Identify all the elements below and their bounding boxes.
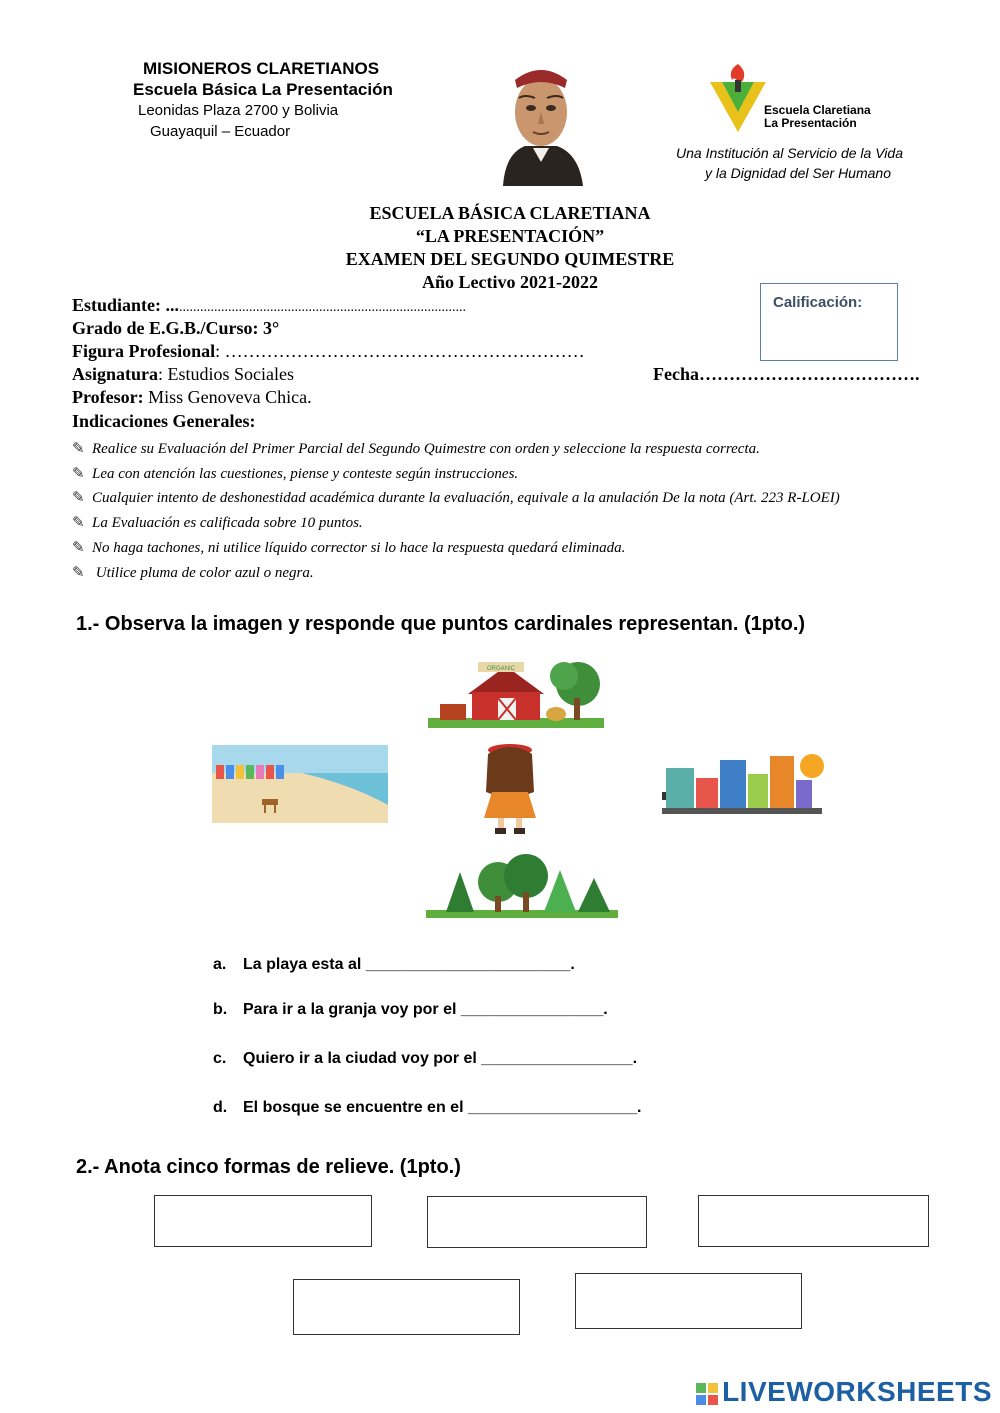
farm-illustration (428, 658, 604, 730)
indication-text: Realice su Evaluación del Primer Parcial del Segundo Quimestre con orden y seleccione la respuesta correcta. (92, 441, 760, 457)
question-1c[interactable] (213, 1050, 637, 1068)
founder-portrait (495, 58, 587, 186)
pencil-icon: ✎ (72, 515, 85, 531)
indications-label: Indicaciones Generales: (72, 411, 256, 431)
school-address: Leonidas Plaza 2700 y Bolivia (138, 102, 339, 119)
liveworksheets-logo[interactable] (696, 1376, 992, 1408)
liveworksheets-icon (696, 1383, 718, 1405)
school-name: Escuela Básica La Presentación (133, 80, 393, 99)
indication-item (72, 538, 625, 557)
title-exam: EXAMEN DEL SEGUNDO QUIMESTRE (345, 249, 675, 269)
teacher-line (72, 387, 312, 408)
school-logo (708, 60, 768, 134)
question-1d[interactable] (213, 1099, 641, 1117)
teacher-label: Profesor: (72, 387, 144, 407)
indications-heading (72, 411, 255, 432)
relief-answer-box-1[interactable] (154, 1195, 372, 1247)
title-school: ESCUELA BÁSICA CLARETIANA (369, 203, 651, 223)
subject-value: : Estudios Sociales (158, 364, 295, 384)
teacher-value: Miss Genoveva Chica. (143, 387, 312, 407)
item-text: Quiero ir a la ciudad voy por el _________________. (243, 1050, 638, 1067)
relief-answer-box-2[interactable] (427, 1196, 647, 1248)
item-letter: b. (213, 1001, 228, 1018)
grade-label: Calificación: (773, 294, 863, 311)
title-year: Año Lectivo 2021-2022 (422, 272, 598, 292)
grade-line (72, 318, 279, 339)
relief-answer-box-5[interactable] (575, 1273, 802, 1329)
subject-label: Asignatura (72, 364, 159, 384)
item-letter: a. (213, 956, 227, 973)
beach-illustration (212, 745, 388, 823)
motto-line-1: Una Institución al Servicio de la Vida (676, 145, 903, 161)
indication-item (72, 513, 363, 532)
indication-item (72, 439, 760, 458)
indication-text: No haga tachones, ni utilice líquido corrector si lo hace la respuesta quedará eliminada. (92, 540, 626, 556)
girl-illustration (478, 740, 542, 838)
figura-line[interactable] (72, 341, 585, 362)
indication-item (72, 563, 314, 582)
pencil-icon: ✎ (72, 540, 85, 556)
relief-answer-box-3[interactable] (698, 1195, 929, 1247)
grade-course-label: Grado de E.G.B./Curso: 3° (72, 318, 280, 338)
question-2-title: 2.- Anota cinco formas de relieve. (1pto.) (76, 1156, 461, 1178)
motto-line-2: y la Dignidad del Ser Humano (705, 165, 891, 181)
pencil-icon: ✎ (72, 565, 85, 581)
indication-text: La Evaluación es calificada sobre 10 puntos. (92, 515, 363, 531)
school-city: Guayaquil – Ecuador (150, 123, 291, 140)
item-letter: c. (213, 1050, 227, 1067)
pencil-icon: ✎ (72, 466, 85, 482)
indication-text: Cualquier intento de deshonestidad académica durante la evaluación, equivale a la anulación De la nota (Art. 223 R-LOEI) (92, 490, 840, 506)
indication-item (72, 488, 840, 507)
date-field[interactable]: Fecha………………………………. (653, 364, 920, 384)
relief-answer-box-4[interactable] (293, 1279, 520, 1335)
figura-label: Figura Profesional (72, 341, 216, 361)
question-1-title: 1.- Observa la imagen y responde que puntos cardinales representan. (1pto.) (76, 613, 806, 635)
question-1a[interactable] (213, 956, 575, 974)
indication-text: Lea con atención las cuestiones, piense y conteste según instrucciones. (92, 466, 519, 482)
student-dots: .................................................................................. (179, 300, 467, 315)
logo-text-2: La Presentación (764, 116, 857, 130)
svg-text:ORGANIC: ORGANIC (486, 666, 516, 672)
question-1b[interactable] (213, 1001, 608, 1019)
subject-line (72, 364, 294, 385)
org-name: MISIONEROS CLARETIANOS (143, 59, 380, 78)
grade-box[interactable] (760, 283, 898, 361)
item-text: La playa esta al _______________________. (243, 956, 575, 973)
figura-value: : …………………………………………………… (215, 341, 585, 361)
student-line[interactable] (72, 295, 466, 316)
forest-illustration (426, 852, 618, 918)
title-presentacion: “LA PRESENTACIÓN” (415, 226, 605, 246)
logo-text-1: Escuela Claretiana (764, 103, 871, 117)
item-letter: d. (213, 1099, 228, 1116)
indication-item (72, 464, 518, 483)
pencil-icon: ✎ (72, 490, 85, 506)
item-text: Para ir a la granja voy por el ________________. (243, 1001, 608, 1018)
city-illustration (662, 750, 834, 816)
pencil-icon: ✎ (72, 441, 85, 457)
liveworksheets-text: LIVEWORKSHEETS (722, 1376, 992, 1407)
student-label: Estudiante: ... (72, 295, 180, 315)
indication-text: Utilice pluma de color azul o negra. (92, 565, 314, 581)
item-text: El bosque se encuentre en el ___________________. (243, 1099, 642, 1116)
